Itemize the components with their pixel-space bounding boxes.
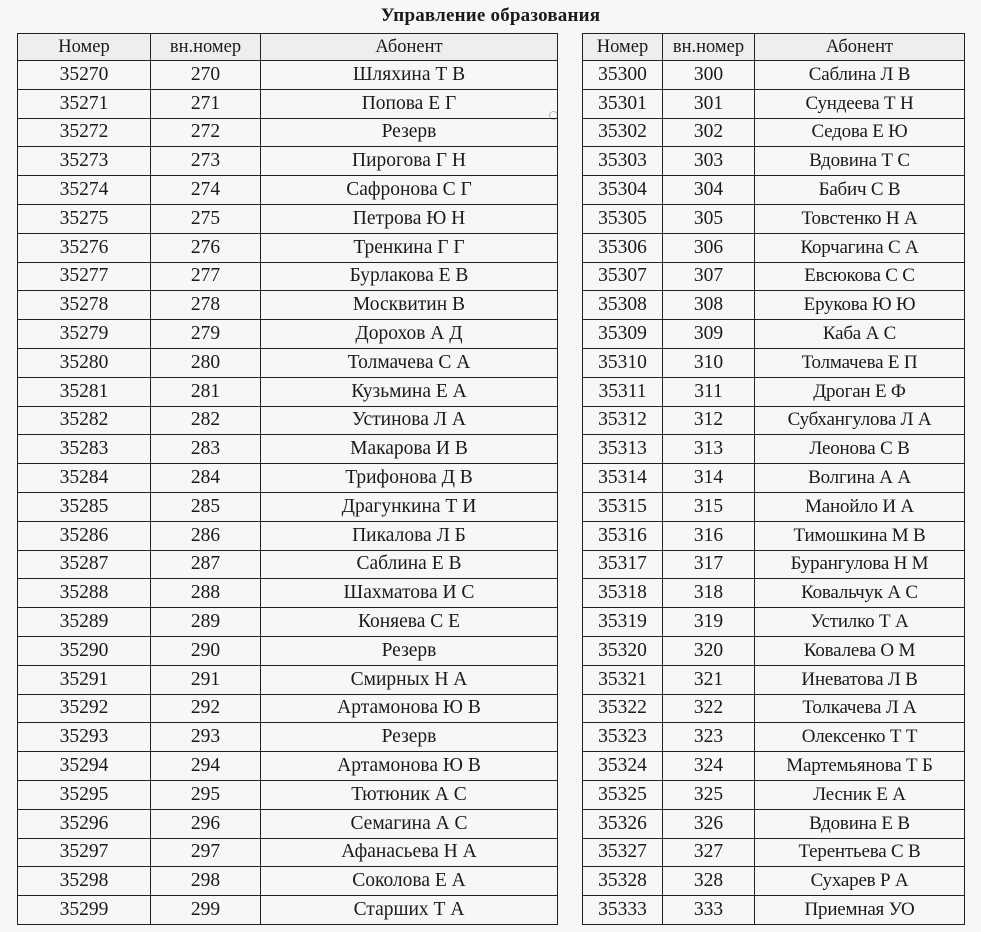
phone-number: 35271 (18, 89, 151, 118)
phone-number: 35311 (583, 377, 663, 406)
subscriber-name: Тимошкина М В (755, 521, 965, 550)
phone-number: 35277 (18, 262, 151, 291)
extension: 287 (151, 550, 261, 579)
table-row (18, 809, 558, 838)
extension: 333 (663, 896, 755, 925)
phone-number: 35279 (18, 320, 151, 349)
extension: 314 (663, 464, 755, 493)
subscriber-name: Трифонова Д В (261, 464, 558, 493)
phone-number: 35275 (18, 204, 151, 233)
subscriber-name: Артамонова Ю В (261, 694, 558, 723)
extension: 325 (663, 780, 755, 809)
phone-number: 35288 (18, 579, 151, 608)
table-row (583, 464, 965, 493)
extension: 308 (663, 291, 755, 320)
phone-number: 35316 (583, 521, 663, 550)
table-row (583, 348, 965, 377)
phone-number: 35312 (583, 406, 663, 435)
extension: 278 (151, 291, 261, 320)
extension: 326 (663, 809, 755, 838)
extension: 276 (151, 233, 261, 262)
extension: 327 (663, 838, 755, 867)
phone-number: 35284 (18, 464, 151, 493)
subscriber-name: Вдовина Т С (755, 147, 965, 176)
phone-table-left (17, 33, 558, 925)
subscriber-name: Сафронова С Г (261, 176, 558, 205)
phone-number: 35313 (583, 435, 663, 464)
extension: 284 (151, 464, 261, 493)
extension: 322 (663, 694, 755, 723)
extension: 317 (663, 550, 755, 579)
extension: 321 (663, 665, 755, 694)
header-number: Номер (18, 34, 151, 61)
table-row (583, 780, 965, 809)
subscriber-name: Саблина Л В (755, 61, 965, 90)
table-row (583, 579, 965, 608)
table-row (583, 809, 965, 838)
table-row (583, 636, 965, 665)
table-row (583, 61, 965, 90)
table-row (583, 406, 965, 435)
subscriber-name: Вдовина Е В (755, 809, 965, 838)
subscriber-name: Евсюкова С С (755, 262, 965, 291)
subscriber-name: Петрова Ю Н (261, 204, 558, 233)
subscriber-name: Приемная УО (755, 896, 965, 925)
extension: 294 (151, 752, 261, 781)
extension: 319 (663, 608, 755, 637)
extension: 324 (663, 752, 755, 781)
extension: 306 (663, 233, 755, 262)
phone-number: 35321 (583, 665, 663, 694)
phone-number: 35285 (18, 492, 151, 521)
table-row (583, 608, 965, 637)
phone-number: 35314 (583, 464, 663, 493)
subscriber-name: Олексенко Т Т (755, 723, 965, 752)
extension: 316 (663, 521, 755, 550)
phone-number: 35270 (18, 61, 151, 90)
extension: 300 (663, 61, 755, 90)
subscriber-name: Лесник Е А (755, 780, 965, 809)
phone-number: 35301 (583, 89, 663, 118)
table-row (18, 521, 558, 550)
table-row (583, 377, 965, 406)
table-row (583, 233, 965, 262)
table-row (18, 147, 558, 176)
phone-number: 35320 (583, 636, 663, 665)
extension: 285 (151, 492, 261, 521)
phone-number: 35303 (583, 147, 663, 176)
phone-number: 35290 (18, 636, 151, 665)
table-row (18, 262, 558, 291)
table-row (18, 838, 558, 867)
phone-number: 35292 (18, 694, 151, 723)
subscriber-name: Манойло И А (755, 492, 965, 521)
table-row (583, 665, 965, 694)
subscriber-name: Старших Т А (261, 896, 558, 925)
phone-number: 35324 (583, 752, 663, 781)
extension: 311 (663, 377, 755, 406)
phone-number: 35309 (583, 320, 663, 349)
header-ext: вн.номер (151, 34, 261, 61)
table-row (583, 176, 965, 205)
table-row (18, 435, 558, 464)
subscriber-name: Тютюник А С (261, 780, 558, 809)
extension: 310 (663, 348, 755, 377)
phone-number: 35289 (18, 608, 151, 637)
extension: 282 (151, 406, 261, 435)
extension: 270 (151, 61, 261, 90)
table-row (583, 550, 965, 579)
table-row (583, 694, 965, 723)
extension: 280 (151, 348, 261, 377)
extension: 298 (151, 867, 261, 896)
table-row (18, 579, 558, 608)
subscriber-name: Терентьева С В (755, 838, 965, 867)
header-number: Номер (583, 34, 663, 61)
table-row (583, 320, 965, 349)
extension: 299 (151, 896, 261, 925)
table-row (18, 291, 558, 320)
table-row (583, 118, 965, 147)
phone-number: 35281 (18, 377, 151, 406)
subscriber-name: Сундеева Т Н (755, 89, 965, 118)
phone-number: 35310 (583, 348, 663, 377)
table-row (18, 320, 558, 349)
subscriber-name: Толмачева С А (261, 348, 558, 377)
phone-number: 35296 (18, 809, 151, 838)
subscriber-name: Мартемьянова Т Б (755, 752, 965, 781)
phone-number: 35307 (583, 262, 663, 291)
table-row (583, 867, 965, 896)
table-row (18, 550, 558, 579)
phone-number: 35308 (583, 291, 663, 320)
extension: 297 (151, 838, 261, 867)
extension: 312 (663, 406, 755, 435)
extension: 303 (663, 147, 755, 176)
phone-number: 35317 (583, 550, 663, 579)
subscriber-name: Кузьмина Е А (261, 377, 558, 406)
extension: 291 (151, 665, 261, 694)
subscriber-name: Бурангулова Н М (755, 550, 965, 579)
phone-number: 35305 (583, 204, 663, 233)
table-row (18, 723, 558, 752)
subscriber-name: Бабич С В (755, 176, 965, 205)
subscriber-name: Леонова С В (755, 435, 965, 464)
phone-number: 35300 (583, 61, 663, 90)
subscriber-name: Драгункина Т И (261, 492, 558, 521)
subscriber-name: Устилко Т А (755, 608, 965, 637)
phone-number: 35319 (583, 608, 663, 637)
extension: 293 (151, 723, 261, 752)
table-row (583, 89, 965, 118)
phone-table-right (582, 33, 965, 925)
extension: 279 (151, 320, 261, 349)
subscriber-name: Москвитин В (261, 291, 558, 320)
subscriber-name: Бурлакова Е В (261, 262, 558, 291)
table-row (18, 89, 558, 118)
extension: 318 (663, 579, 755, 608)
table-row (18, 492, 558, 521)
table-row (18, 377, 558, 406)
subscriber-name: Толмачева Е П (755, 348, 965, 377)
subscriber-name: Устинова Л А (261, 406, 558, 435)
phone-number: 35294 (18, 752, 151, 781)
subscriber-name: Смирных Н А (261, 665, 558, 694)
header-row (583, 34, 965, 61)
table-row (18, 204, 558, 233)
phone-number: 35306 (583, 233, 663, 262)
phone-number: 35323 (583, 723, 663, 752)
phone-number: 35304 (583, 176, 663, 205)
extension: 304 (663, 176, 755, 205)
extension: 271 (151, 89, 261, 118)
subscriber-name: Резерв (261, 723, 558, 752)
subscriber-name: Товстенко Н А (755, 204, 965, 233)
subscriber-name: Каба А С (755, 320, 965, 349)
subscriber-name: Дроган Е Ф (755, 377, 965, 406)
phone-number: 35302 (583, 118, 663, 147)
subscriber-name: Пирогова Г Н (261, 147, 558, 176)
extension: 289 (151, 608, 261, 637)
table-row (583, 262, 965, 291)
extension: 272 (151, 118, 261, 147)
subscriber-name: Шляхина Т В (261, 61, 558, 90)
subscriber-name: Ковалева О М (755, 636, 965, 665)
phone-number: 35295 (18, 780, 151, 809)
phone-number: 35278 (18, 291, 151, 320)
extension: 281 (151, 377, 261, 406)
phone-number: 35328 (583, 867, 663, 896)
header-subscriber: Абонент (261, 34, 558, 61)
table-row (583, 752, 965, 781)
subscriber-name: Попова Е Г (261, 89, 558, 118)
phone-number: 35299 (18, 896, 151, 925)
subscriber-name: Пикалова Л Б (261, 521, 558, 550)
table-row (583, 492, 965, 521)
table-row (18, 780, 558, 809)
phone-number: 35293 (18, 723, 151, 752)
phone-number: 35276 (18, 233, 151, 262)
phone-number: 35322 (583, 694, 663, 723)
phone-number: 35325 (583, 780, 663, 809)
table-row (18, 464, 558, 493)
phone-number: 35326 (583, 809, 663, 838)
table-row (18, 348, 558, 377)
table-row (18, 61, 558, 90)
subscriber-name: Седова Е Ю (755, 118, 965, 147)
extension: 275 (151, 204, 261, 233)
phone-number: 35283 (18, 435, 151, 464)
subscriber-name: Соколова Е А (261, 867, 558, 896)
subscriber-name: Коняева С Е (261, 608, 558, 637)
phone-number: 35282 (18, 406, 151, 435)
phone-number: 35272 (18, 118, 151, 147)
document-title: Управление образования (380, 5, 601, 26)
extension: 328 (663, 867, 755, 896)
extension: 274 (151, 176, 261, 205)
table-row (18, 867, 558, 896)
extension: 290 (151, 636, 261, 665)
extension: 273 (151, 147, 261, 176)
extension: 295 (151, 780, 261, 809)
subscriber-name: Ковальчук А С (755, 579, 965, 608)
phone-number: 35291 (18, 665, 151, 694)
subscriber-name: Артамонова Ю В (261, 752, 558, 781)
subscriber-name: Семагина А С (261, 809, 558, 838)
table-row (18, 636, 558, 665)
extension: 309 (663, 320, 755, 349)
table-row (583, 147, 965, 176)
subscriber-name: Саблина Е В (261, 550, 558, 579)
extension: 292 (151, 694, 261, 723)
phone-number: 35315 (583, 492, 663, 521)
extension: 313 (663, 435, 755, 464)
subscriber-name: Корчагина С А (755, 233, 965, 262)
extension: 302 (663, 118, 755, 147)
subscriber-name: Макарова И В (261, 435, 558, 464)
header-ext: вн.номер (663, 34, 755, 61)
extension: 315 (663, 492, 755, 521)
subscriber-name: Резерв (261, 636, 558, 665)
extension: 320 (663, 636, 755, 665)
phone-number: 35333 (583, 896, 663, 925)
extension: 307 (663, 262, 755, 291)
extension: 305 (663, 204, 755, 233)
table-row (583, 521, 965, 550)
table-row (18, 118, 558, 147)
subscriber-name: Афанасьева Н А (261, 838, 558, 867)
extension: 301 (663, 89, 755, 118)
phone-number: 35297 (18, 838, 151, 867)
phone-number: 35287 (18, 550, 151, 579)
phone-number: 35318 (583, 579, 663, 608)
phone-number: 35286 (18, 521, 151, 550)
subscriber-name: Толкачева Л А (755, 694, 965, 723)
table-row (18, 896, 558, 925)
subscriber-name: Иневатова Л В (755, 665, 965, 694)
phone-number: 35298 (18, 867, 151, 896)
table-row (18, 694, 558, 723)
table-row (583, 723, 965, 752)
table-row (583, 291, 965, 320)
subscriber-name: Сухарев Р А (755, 867, 965, 896)
subscriber-name: Тренкина Г Г (261, 233, 558, 262)
table-row (18, 233, 558, 262)
table-row (18, 176, 558, 205)
phone-number: 35327 (583, 838, 663, 867)
header-subscriber: Абонент (755, 34, 965, 61)
extension: 286 (151, 521, 261, 550)
table-row (583, 204, 965, 233)
table-row (583, 435, 965, 464)
extension: 283 (151, 435, 261, 464)
header-row (18, 34, 558, 61)
subscriber-name: Дорохов А Д (261, 320, 558, 349)
subscriber-name: Шахматова И С (261, 579, 558, 608)
extension: 288 (151, 579, 261, 608)
subscriber-name: Субхангулова Л А (755, 406, 965, 435)
subscriber-name: Волгина А А (755, 464, 965, 493)
table-row (583, 838, 965, 867)
subscriber-name: Резерв (261, 118, 558, 147)
phone-number: 35274 (18, 176, 151, 205)
phone-number: 35280 (18, 348, 151, 377)
table-row (18, 665, 558, 694)
table-row (18, 406, 558, 435)
extension: 323 (663, 723, 755, 752)
table-row (583, 896, 965, 925)
table-row (18, 752, 558, 781)
phone-number: 35273 (18, 147, 151, 176)
subscriber-name: Ерукова Ю Ю (755, 291, 965, 320)
table-row (18, 608, 558, 637)
extension: 296 (151, 809, 261, 838)
extension: 277 (151, 262, 261, 291)
